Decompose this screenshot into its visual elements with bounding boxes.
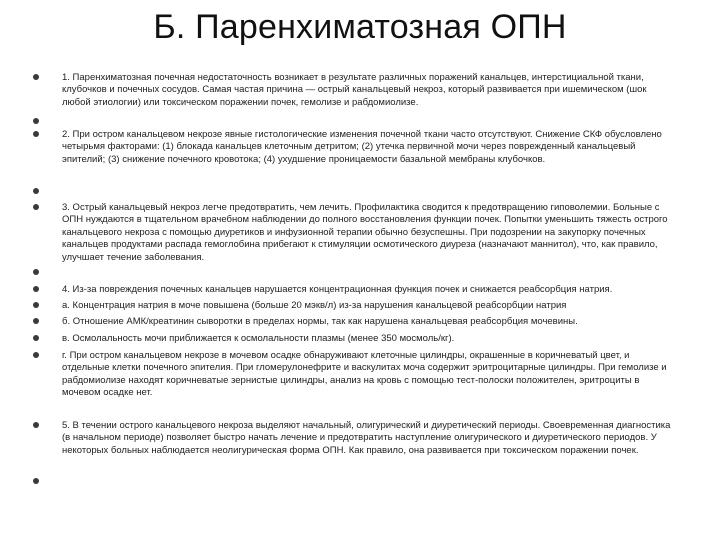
paragraph-4b: б. Отношение АМК/креатинин сыворотки в пределах нормы, так как нарушена канальцевая реабсорбция мочевины.: [62, 316, 578, 327]
paragraph-4a: а. Концентрация натрия в моче повышена (больше 20 мэкв/л) из-за нарушения канальцевой реабсорбции натрия: [62, 300, 567, 311]
paragraph-4: 4. Из-за повреждения почечных канальцев нарушается концентрационная функция почек и снижается реабсорбция натрия.: [62, 284, 613, 295]
bullet: [33, 422, 39, 428]
paragraph-4d: г. При остром канальцевом некрозе в мочевом осадке обнаруживают клеточные цилиндры, окрашенные в коричневатый цвет, и отдельные клетки почечного эпителия. При гломерулонефрите и васкулитах моча содержит эритроцитарные цилиндры. При гемолизе и рабдомиолизе находят коричневатые зернистые цилиндры, анализ на кровь с помощью тест-полоски положителен, эритроциты в мочевом осадке нет.: [62, 350, 667, 399]
bullet: [33, 118, 39, 124]
bullet: [33, 478, 39, 484]
bullet: [33, 204, 39, 210]
bullet: [33, 74, 39, 80]
bullet: [33, 269, 39, 275]
bullet: [33, 352, 39, 358]
paragraph-1: 1. Паренхиматозная почечная недостаточность возникает в результате различных поражений канальцев, интерстициальной ткани, клубочков и почечных сосудов. Самая частая причина — острый канальцевый некроз, который развивается при ишемическом (шок любой этиологии) или токсическом поражении почек, гемолизе и рабдомиолизе.: [62, 72, 647, 108]
bullet: [33, 318, 39, 324]
bullet: [33, 302, 39, 308]
paragraph-3: 3. Острый канальцевый некроз легче предотвратить, чем лечить. Профилактика сводится к предотвращению гиповолемии. Больные с ОПН нуждаются в тщательном врачебном наблюдении до полного восстановления функции почек. Попытки уменьшить тяжесть острого канальцевого некроза с помощью диуретиков и инфузионной терапии обычно безуспешны. При подозрении на закупорку почечных канальцев продуктами распада гемоглобина прибегают к стимуляции осмотического диуреза (назначают маннитол), что, как правило, улучшает течение заболевания.: [62, 202, 668, 263]
bullet: [33, 286, 39, 292]
slide-title: Б. Паренхиматозная ОПН: [153, 8, 567, 46]
paragraph-2: 2. При остром канальцевом некрозе явные гистологические изменения почечной ткани часто отсутствуют. Снижение СКФ обусловлено четырьмя факторами: (1) блокада канальцев клеточным детритом; (2) утечка первичной мочи через поврежденный канальцевый эпителий; (3) снижение почечного кровотока; (4) ухудшение проницаемости базальной мембраны клубочков.: [62, 129, 662, 165]
paragraph-5: 5. В течении острого канальцевого некроза выделяют начальный, олигурический и диуретический периоды. Своевременная диагностика (в начальном периоде) позволяет быстро начать лечение и предотвратить наступление олигурического и диуретического периодов. У некоторых больных наблюдается неолигурическая форма ОПН. Как правило, она развивается при токсическом поражении почек.: [62, 420, 671, 456]
bullet: [33, 188, 39, 194]
bullet: [33, 335, 39, 341]
bullet: [33, 131, 39, 137]
paragraph-4c: в. Осмолальность мочи приближается к осмолальности плазмы (менее 350 мосмоль/кг).: [62, 333, 455, 344]
